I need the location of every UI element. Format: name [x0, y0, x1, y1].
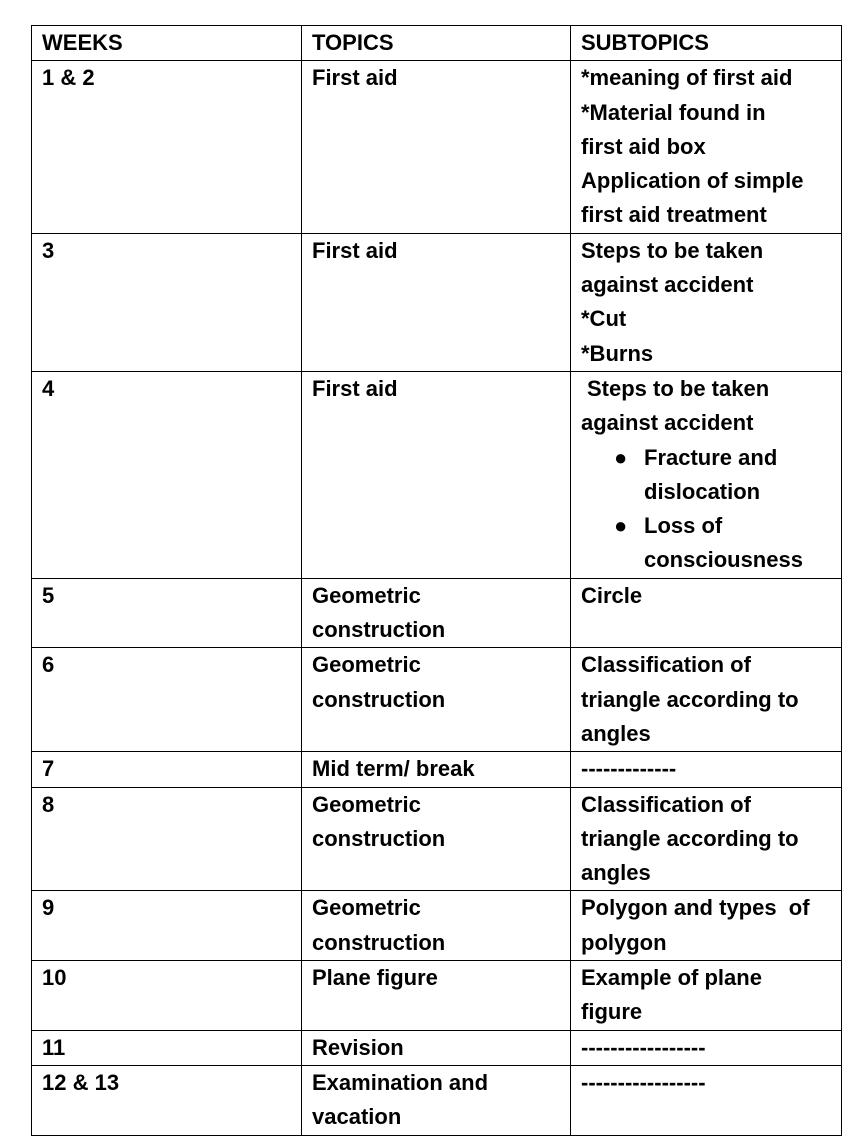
week-cell: 1 & 2	[32, 61, 302, 233]
subtopic-cell	[571, 1030, 842, 1065]
week-cell: 3	[32, 233, 302, 371]
subtopic-line: angles	[581, 860, 651, 886]
subtopic-line: Application of simple	[581, 168, 804, 194]
bullet-line: Loss of	[644, 513, 723, 539]
table-row	[32, 1030, 842, 1065]
subtopic-line: polygon	[581, 929, 667, 955]
subtopic-line: Steps to be taken	[581, 237, 764, 263]
subtopic-cell	[571, 961, 842, 1031]
topic-line: vacation	[312, 1104, 402, 1130]
subtopic-line: first aid treatment	[581, 202, 767, 228]
topic-cell	[302, 371, 571, 578]
topic-line: construction	[312, 686, 446, 712]
subtopic-cell	[571, 578, 842, 648]
table-row	[32, 61, 842, 233]
topic-line: Geometric	[312, 895, 421, 921]
subtopic-bullet-list	[581, 441, 833, 578]
topic-line: Geometric	[312, 791, 421, 817]
topic-line: Revision	[312, 1034, 404, 1060]
topic-cell	[302, 752, 571, 787]
scheme-of-work-table	[31, 25, 842, 1136]
subtopic-cell	[571, 787, 842, 891]
subtopic-line: first aid box	[581, 133, 706, 159]
subtopic-line: triangle according to	[581, 825, 799, 851]
topic-line: Examination and	[312, 1069, 489, 1095]
topic-line: construction	[312, 617, 446, 643]
week-cell: 5	[32, 578, 302, 648]
table-row	[32, 1065, 842, 1135]
topic-line: First aid	[312, 375, 398, 401]
bullet-icon: ●	[614, 513, 628, 539]
topic-cell	[302, 1030, 571, 1065]
table-row	[32, 752, 842, 787]
topic-cell	[302, 1065, 571, 1135]
subtopic-line: Polygon and types of	[581, 895, 810, 921]
table-row	[32, 578, 842, 648]
table-row	[32, 961, 842, 1031]
week-cell: 6	[32, 648, 302, 752]
subtopic-line: -----------------	[581, 1069, 706, 1095]
subtopic-line: *Material found in	[581, 99, 766, 125]
topic-cell	[302, 61, 571, 233]
bullet-line: consciousness	[644, 547, 803, 573]
topic-cell	[302, 961, 571, 1031]
topic-cell	[302, 648, 571, 752]
subtopic-line: figure	[581, 999, 643, 1025]
topic-cell	[302, 233, 571, 371]
subtopic-line: Classification of	[581, 791, 751, 817]
subtopic-line: Circle	[581, 582, 643, 608]
subtopic-line: *meaning of first aid	[581, 65, 793, 91]
week-cell: 8	[32, 787, 302, 891]
subtopic-cell	[571, 371, 842, 578]
week-cell: 10	[32, 961, 302, 1031]
subtopic-line: triangle according to	[581, 686, 799, 712]
week-cell: 9	[32, 891, 302, 961]
subtopic-cell	[571, 752, 842, 787]
subtopic-cell	[571, 891, 842, 961]
topic-cell	[302, 891, 571, 961]
subtopic-line: *Burns	[581, 340, 654, 366]
table-row	[32, 891, 842, 961]
subtopic-cell	[571, 61, 842, 233]
bullet-icon: ●	[614, 444, 628, 470]
topic-line: First aid	[312, 65, 398, 91]
header-topics: TOPICS	[302, 26, 571, 61]
topic-line: Geometric	[312, 582, 421, 608]
subtopic-line: Example of plane	[581, 965, 762, 991]
topic-line: Geometric	[312, 652, 421, 678]
week-cell: 7	[32, 752, 302, 787]
topic-line: First aid	[312, 237, 398, 263]
topic-line: Mid term/ break	[312, 756, 475, 782]
subtopic-line: against accident	[581, 410, 754, 436]
week-cell: 11	[32, 1030, 302, 1065]
topic-line: construction	[312, 929, 446, 955]
bullet-line: dislocation	[644, 478, 761, 504]
list-item	[614, 441, 833, 510]
table-row	[32, 371, 842, 578]
table-row	[32, 648, 842, 752]
table-row	[32, 787, 842, 891]
topic-line: Plane figure	[312, 965, 438, 991]
week-cell: 12 & 13	[32, 1065, 302, 1135]
header-row	[32, 26, 842, 61]
subtopic-cell	[571, 648, 842, 752]
topic-cell	[302, 787, 571, 891]
subtopic-line: Steps to be taken	[587, 375, 770, 401]
bullet-line: Fracture and	[644, 444, 778, 470]
subtopic-line: angles	[581, 720, 651, 746]
subtopic-line: Classification of	[581, 652, 751, 678]
table-row	[32, 233, 842, 371]
header-subtopics: SUBTOPICS	[571, 26, 842, 61]
subtopic-cell	[571, 1065, 842, 1135]
subtopic-line: against accident	[581, 272, 754, 298]
week-cell: 4	[32, 371, 302, 578]
subtopic-line: -------------	[581, 756, 677, 782]
subtopic-line: *Cut	[581, 306, 627, 332]
list-item	[614, 509, 833, 578]
header-weeks: WEEKS	[32, 26, 302, 61]
subtopic-line: -----------------	[581, 1034, 706, 1060]
subtopic-cell	[571, 233, 842, 371]
topic-line: construction	[312, 825, 446, 851]
topic-cell	[302, 578, 571, 648]
